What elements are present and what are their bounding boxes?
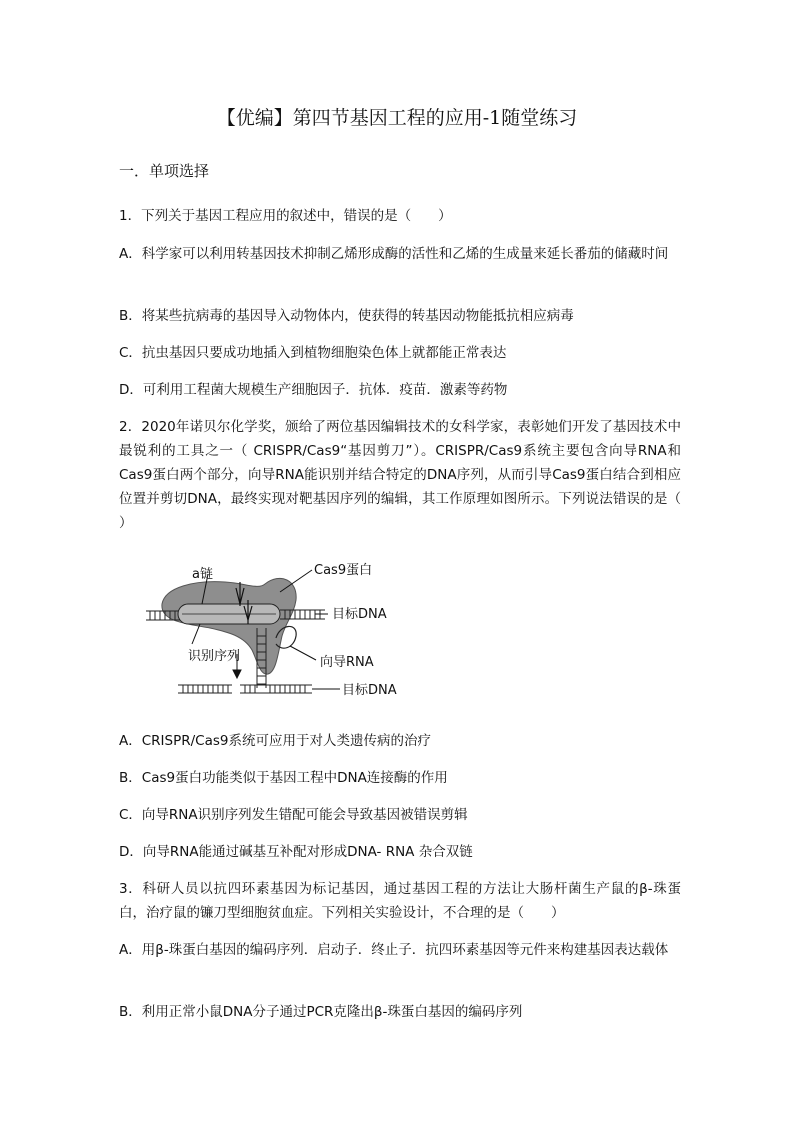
question-3-option-a: A．用β-珠蛋白基因的编码序列．启动子．终止子．抗四环素基因等元件来构建基因表达载体 [119, 942, 669, 958]
question-2-stem: 2．2020年诺贝尔化学奖，颁给了两位基因编辑技术的女科学家，表彰她们开发了基因技术中最锐利的工具之一（ CRISPR/Cas9“基因剪刀”）。CRISPR/Cas9系统主要包含向导RNA和Cas9蛋白两个部分，向导RNA能识别并结合特定的DNA序列，从而引导Cas9蛋白结合到相应位置并剪切DNA，最终实现对靶基因序列的编辑，其工作原理如图所示。下列说法错误的是（ ） [119, 419, 681, 531]
question-2-option-a: A．CRISPR/Cas9系统可应用于对人类遗传病的治疗 [119, 733, 431, 749]
question-3-option-b: B．利用正常小鼠DNA分子通过PCR克隆出β-珠蛋白基因的编码序列 [119, 1004, 523, 1020]
target-dna-upper-left [146, 611, 180, 620]
question-2-option-d: D．向导RNA能通过碱基互补配对形成DNA- RNA 杂合双链 [119, 844, 473, 860]
label-recognition-sequence: 识别序列 [188, 649, 241, 664]
question-1-option-d: D．可利用工程菌大规模生产细胞因子．抗体．疫苗．激素等药物 [119, 382, 508, 398]
page-title: 【优编】第四节基因工程的应用-1随堂练习 [216, 107, 578, 129]
label-cas9-protein: Cas9蛋白 [314, 563, 373, 578]
label-target-dna-lower: 目标DNA [342, 683, 397, 698]
question-1-option-a: A．科学家可以利用转基因技术抑制乙烯形成酶的活性和乙烯的生成量来延长番茄的储藏时间 [119, 246, 669, 262]
label-guide-rna: 向导RNA [320, 655, 374, 670]
target-dna-lower-right [240, 685, 312, 693]
label-target-dna-upper: 目标DNA [332, 607, 387, 622]
question-2-option-b: B．Cas9蛋白功能类似于基因工程中DNA连接酶的作用 [119, 770, 448, 786]
target-dna-lower-left [178, 685, 232, 693]
question-3-stem: 3．科研人员以抗四环素基因为标记基因，通过基因工程的方法让大肠杆菌生产鼠的β-珠蛋白，治疗鼠的镰刀型细胞贫血症。下列相关实验设计，不合理的是（ ） [119, 881, 681, 921]
question-1-option-b: B．将某些抗病毒的基因导入动物体内，使获得的转基因动物能抵抗相应病毒 [119, 308, 574, 324]
question-1-option-c: C．抗虫基因只要成功地插入到植物细胞染色体上就都能正常表达 [119, 345, 507, 361]
crispr-cas9-diagram [140, 552, 410, 712]
section-heading: 一．单项选择 [119, 162, 210, 180]
label-a-chain: a链 [192, 567, 213, 582]
question-1-stem: 1．下列关于基因工程应用的叙述中，错误的是（ ） [119, 208, 452, 224]
question-2-option-c: C．向导RNA识别序列发生错配可能会导致基因被错误剪辑 [119, 807, 468, 823]
